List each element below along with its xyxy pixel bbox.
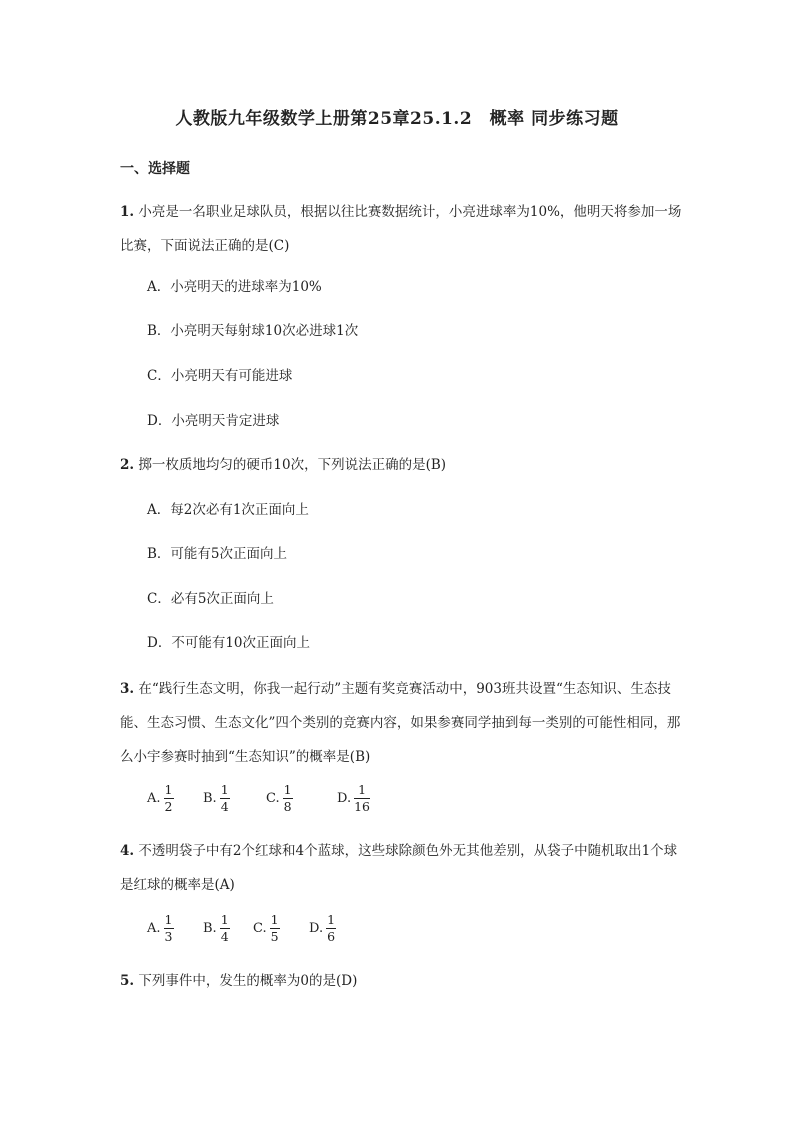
option-d	[337, 782, 370, 815]
numerator: 1	[327, 912, 336, 927]
question-text: 在“践行生态文明，你我一起行动”主题有奖竞赛活动中，903班共设置“生态知识、生态技能、生态习惯、生态文化”四个类别的竞赛内容，如果参赛同学抽到每一类别的可能性相同，那么小宇参赛时抽到“生态知识”的概率是(B)	[120, 681, 681, 765]
option-label: B.	[203, 791, 217, 806]
option-label: A.	[147, 921, 161, 936]
option-c	[253, 912, 309, 945]
denominator: 6	[327, 929, 336, 944]
option-b	[203, 782, 266, 815]
numerator: 1	[220, 782, 229, 797]
option-label: A.	[147, 791, 161, 806]
denominator: 4	[220, 929, 229, 944]
fraction	[164, 912, 174, 945]
option-b: B．可能有5次正面向上	[147, 546, 288, 562]
question-2	[120, 448, 690, 482]
denominator: 5	[270, 929, 279, 944]
denominator: 8	[283, 799, 292, 814]
section-heading: 一、选择题	[120, 161, 190, 177]
fraction	[164, 782, 174, 815]
fraction	[270, 912, 280, 945]
option-label: C.	[266, 791, 280, 806]
question-number: 4.	[120, 843, 135, 859]
question-text: 小亮是一名职业足球队员，根据以往比赛数据统计，小亮进球率为10%，他明天将参加一场比赛，下面说法正确的是(C)	[120, 204, 682, 254]
numerator: 1	[164, 782, 173, 797]
numerator: 1	[358, 782, 367, 797]
option-d: D．不可能有10次正面向上	[147, 635, 311, 651]
denominator: 3	[164, 929, 173, 944]
option-c: C．必有5次正面向上	[147, 591, 274, 607]
option-a: A．小亮明天的进球率为10%	[147, 279, 322, 295]
fraction	[283, 782, 293, 815]
option-a: A．每2次必有1次正面向上	[147, 502, 309, 518]
numerator: 1	[220, 912, 229, 927]
option-c: C．小亮明天有可能进球	[147, 368, 293, 384]
option-label: D.	[337, 791, 352, 806]
question-number: 5.	[120, 973, 135, 989]
fraction	[220, 782, 230, 815]
denominator: 4	[220, 799, 229, 814]
fraction	[326, 912, 336, 945]
question-5	[120, 964, 690, 998]
document-title: 人教版九年级数学上册第25章25.1.2 概率 同步练习题	[175, 109, 619, 129]
fraction	[220, 912, 230, 945]
question-1	[120, 195, 690, 263]
option-a	[147, 912, 203, 945]
question-3	[120, 672, 690, 774]
option-c	[266, 782, 337, 815]
numerator: 1	[283, 782, 292, 797]
option-d	[309, 912, 336, 945]
option-label: C.	[253, 921, 267, 936]
question-number: 2.	[120, 457, 135, 473]
option-b	[203, 912, 253, 945]
option-label: D.	[309, 921, 324, 936]
fraction-options	[147, 782, 370, 815]
denominator: 16	[354, 799, 370, 814]
option-d: D．小亮明天肯定进球	[147, 413, 280, 429]
question-text: 不透明袋子中有2个红球和4个蓝球，这些球除颜色外无其他差别，从袋子中随机取出1个球是红球的概率是(A)	[120, 843, 678, 893]
question-text: 下列事件中，发生的概率为0的是(D)	[138, 973, 358, 989]
numerator: 1	[164, 912, 173, 927]
option-a	[147, 782, 203, 815]
denominator: 2	[164, 799, 173, 814]
question-number: 1.	[120, 204, 135, 220]
fraction	[354, 782, 370, 815]
option-label: B.	[203, 921, 217, 936]
option-b: B．小亮明天每射球10次必进球1次	[147, 323, 359, 339]
fraction-options	[147, 912, 336, 945]
question-number: 3.	[120, 681, 135, 697]
question-4	[120, 834, 690, 902]
question-text: 掷一枚质地均匀的硬币10次，下列说法正确的是(B)	[138, 457, 447, 473]
numerator: 1	[270, 912, 279, 927]
